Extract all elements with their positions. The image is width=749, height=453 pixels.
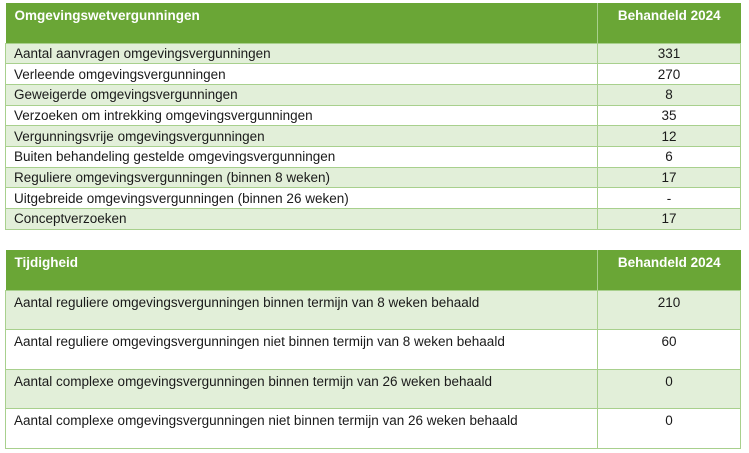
row-value: 210 xyxy=(598,290,741,330)
permits-table xyxy=(5,3,741,230)
timeliness-header-column: Behandeld 2024 xyxy=(598,250,741,290)
table-row xyxy=(6,409,741,449)
table-row xyxy=(6,188,741,209)
table-row xyxy=(6,330,741,370)
row-value: 331 xyxy=(598,43,741,64)
table-row xyxy=(6,167,741,188)
table-row xyxy=(6,290,741,330)
row-value: 0 xyxy=(598,409,741,449)
table-row xyxy=(6,146,741,167)
table-row xyxy=(6,43,741,64)
permits-header-column: Behandeld 2024 xyxy=(598,3,741,43)
row-label: Aantal reguliere omgevingsvergunningen niet binnen termijn van 8 weken behaald xyxy=(6,330,598,370)
row-label: Geweigerde omgevingsvergunningen xyxy=(6,84,598,105)
row-value: 12 xyxy=(598,126,741,147)
row-value: 60 xyxy=(598,330,741,370)
table-row xyxy=(6,84,741,105)
table-row xyxy=(6,126,741,147)
row-value: 17 xyxy=(598,209,741,230)
permits-header-row xyxy=(6,3,741,43)
row-value: 0 xyxy=(598,369,741,409)
row-value: 35 xyxy=(598,105,741,126)
row-label: Verzoeken om intrekking omgevingsvergunningen xyxy=(6,105,598,126)
row-label: Verleende omgevingsvergunningen xyxy=(6,64,598,85)
timeliness-header-row xyxy=(6,250,741,290)
timeliness-table xyxy=(5,250,741,449)
timeliness-header-title: Tijdigheid xyxy=(6,250,598,290)
permits-header-title: Omgevingswetvergunningen xyxy=(6,3,598,43)
row-label: Buiten behandeling gestelde omgevingsvergunningen xyxy=(6,146,598,167)
table-row xyxy=(6,209,741,230)
row-value: - xyxy=(598,188,741,209)
table-row xyxy=(6,369,741,409)
row-label: Aantal complexe omgevingsvergunningen binnen termijn van 26 weken behaald xyxy=(6,369,598,409)
row-label: Uitgebreide omgevingsvergunningen (binnen 26 weken) xyxy=(6,188,598,209)
row-label: Conceptverzoeken xyxy=(6,209,598,230)
table-row xyxy=(6,105,741,126)
row-value: 17 xyxy=(598,167,741,188)
row-value: 6 xyxy=(598,146,741,167)
table-row xyxy=(6,64,741,85)
row-label: Aantal reguliere omgevingsvergunningen binnen termijn van 8 weken behaald xyxy=(6,290,598,330)
row-label: Vergunningsvrije omgevingsvergunningen xyxy=(6,126,598,147)
row-value: 270 xyxy=(598,64,741,85)
row-label: Aantal complexe omgevingsvergunningen niet binnen termijn van 26 weken behaald xyxy=(6,409,598,449)
row-label: Reguliere omgevingsvergunningen (binnen 8 weken) xyxy=(6,167,598,188)
row-value: 8 xyxy=(598,84,741,105)
row-label: Aantal aanvragen omgevingsvergunningen xyxy=(6,43,598,64)
